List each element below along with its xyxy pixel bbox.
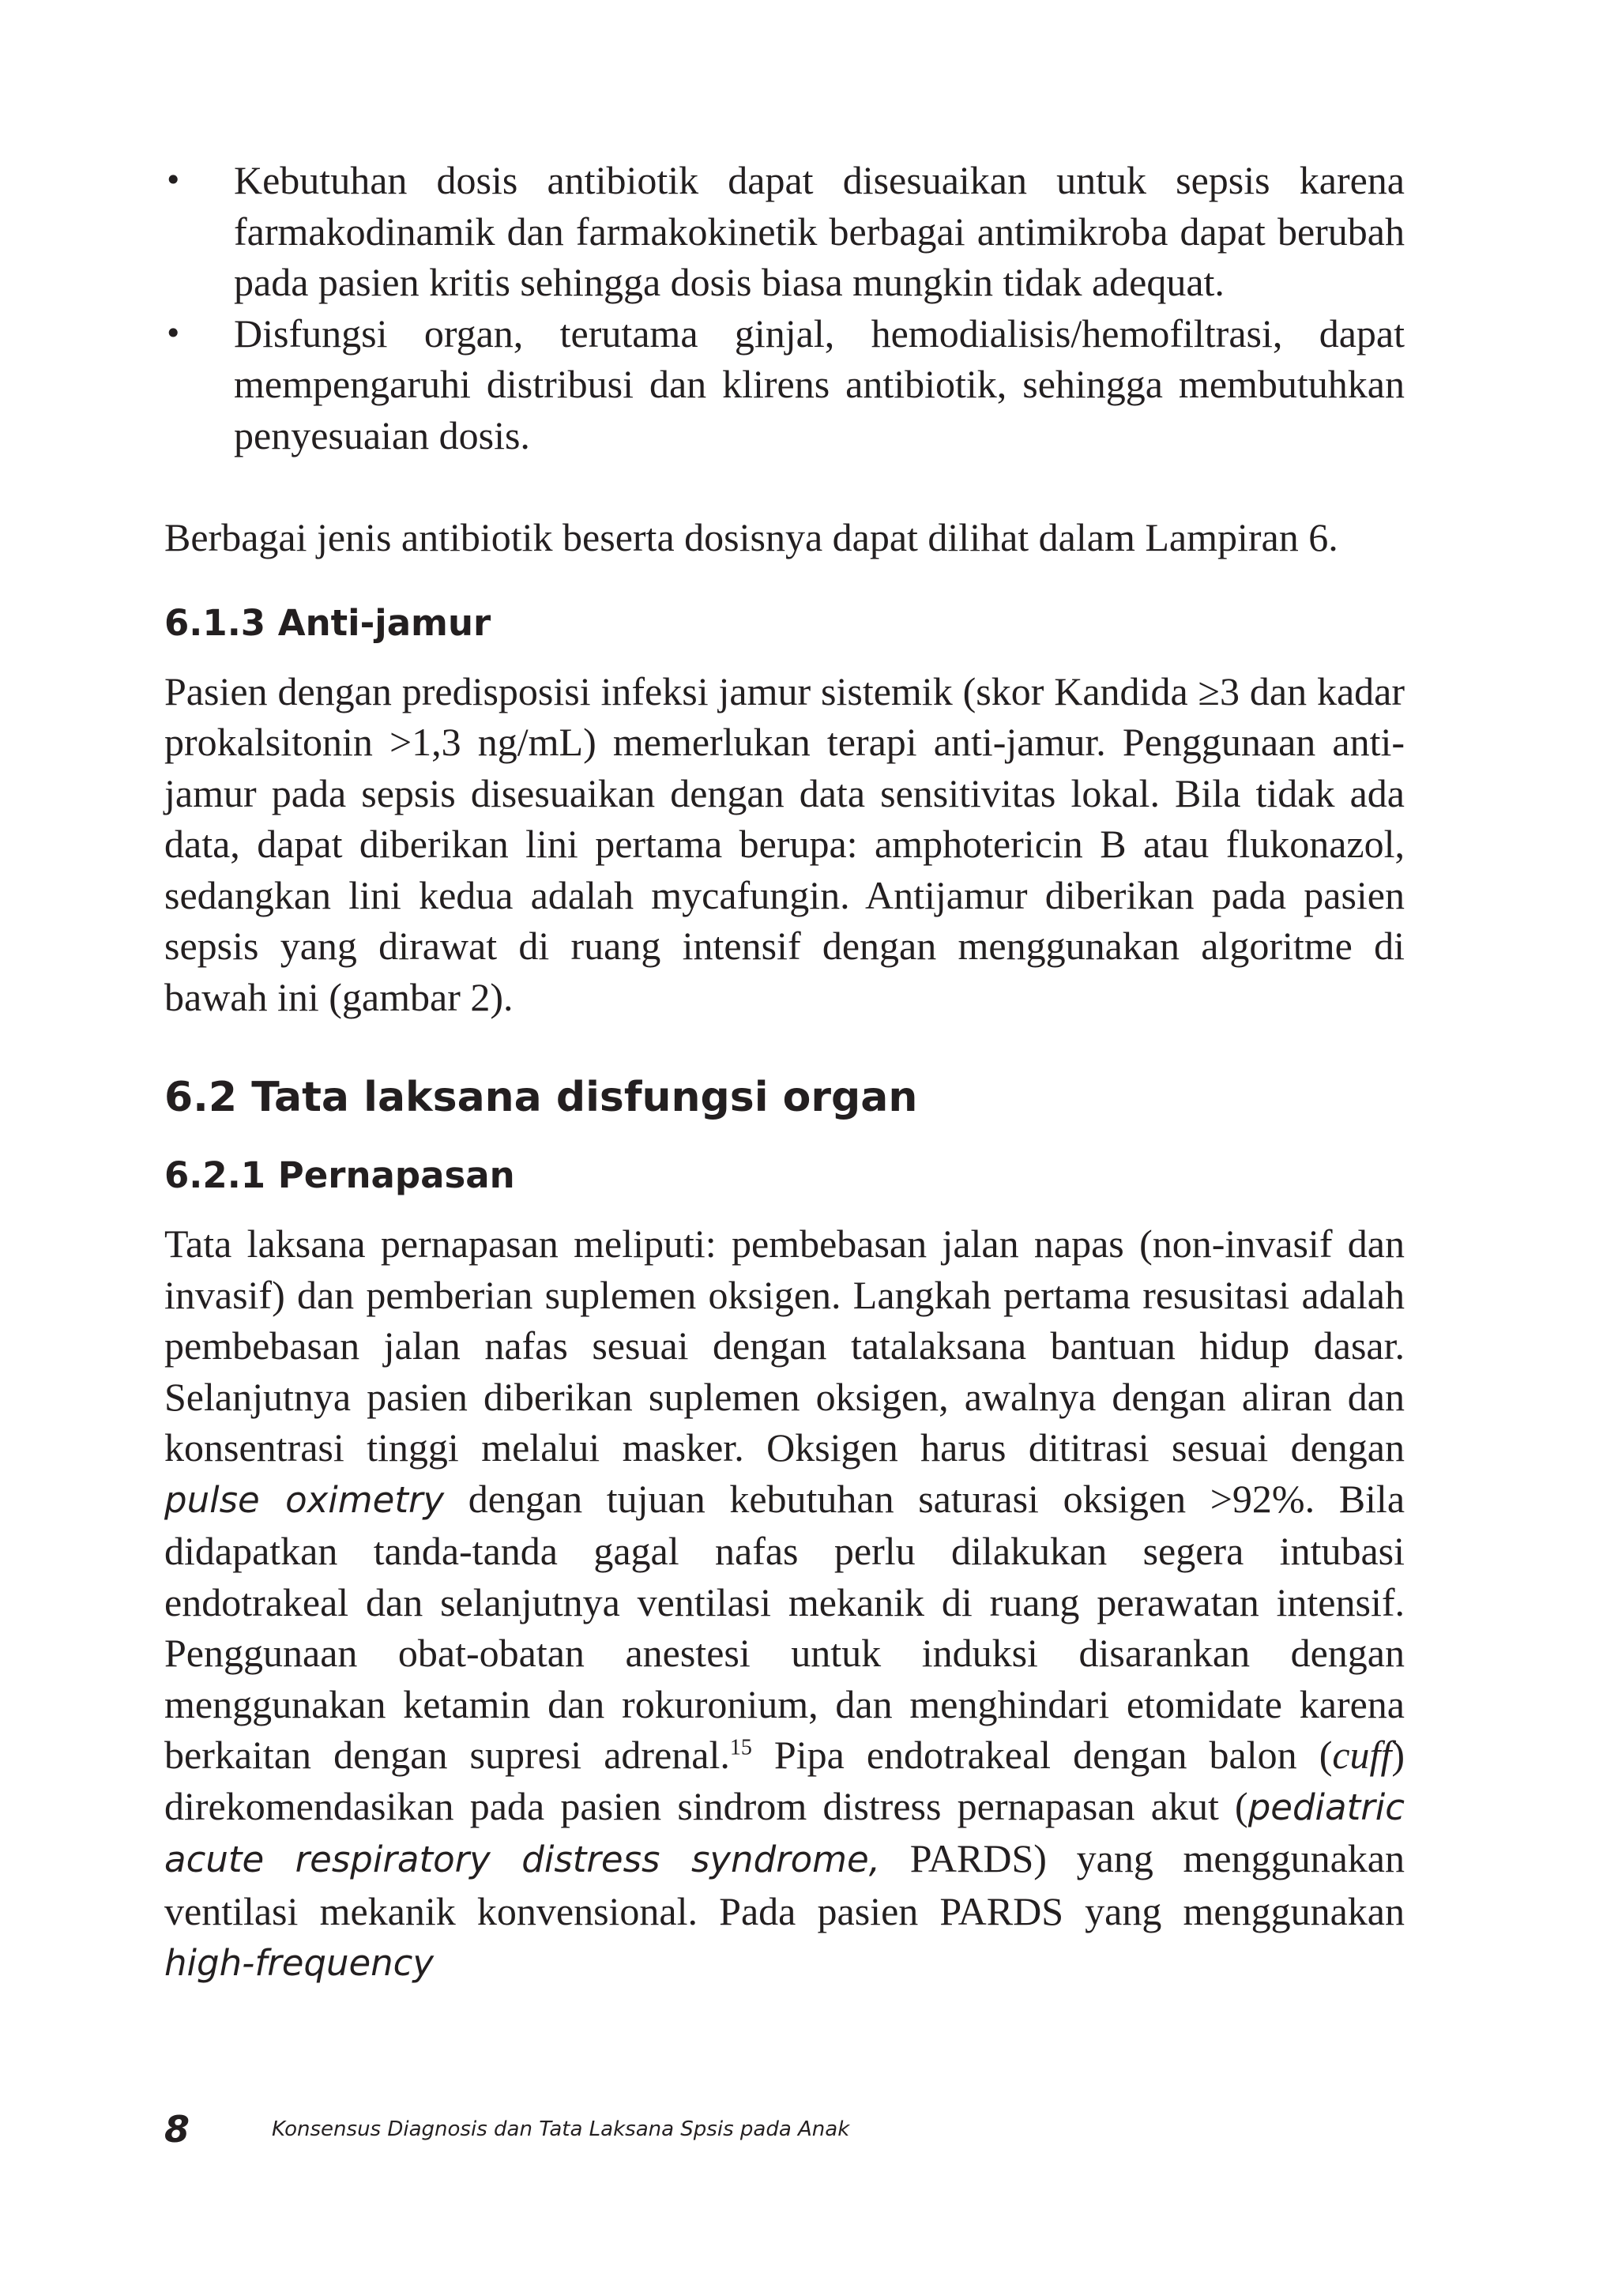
- running-title: Konsensus Diagnosis dan Tata Laksana Spsis pada Anak: [272, 2117, 850, 2141]
- section-heading-pernapasan: 6.2.1 Pernapasan: [164, 1154, 515, 1196]
- bullet-icon: •: [164, 315, 182, 351]
- bullet-text: Kebutuhan dosis antibiotik dapat disesuaikan untuk sepsis karena farmakodinamik dan farmakokinetik berbagai antimikroba dapat berubah pada pasien kritis sehingga dosis biasa mungkin tidak adequat.: [234, 158, 1405, 304]
- reference-superscript: 15: [729, 1735, 752, 1760]
- body-text: ) direkomendasikan pada pasien sindrom distress pernapasan akut (: [164, 1733, 1405, 1828]
- anti-jamur-paragraph: Pasien dengan predisposisi infeksi jamur sistemik (skor Kandida ≥3 dan kadar prokalsitonin >1,3 ng/mL) memerlukan terapi anti-jamur. Penggunaan anti-jamur pada sepsis disesuaikan dengan data sensitivitas lokal. Bila tidak ada data, dapat diberikan lini pertama berupa: amphotericin B atau flukonazol, sedangkan lini kedua adalah mycafungin. Antijamur diberikan pada pasien sepsis yang dirawat di ruang intensif dengan menggunakan algoritme di bawah ini (gambar 2).: [164, 668, 1405, 1019]
- italic-term: pediatric acute respiratory distress syndrome,: [164, 1786, 1405, 1880]
- page-footer: [164, 2106, 1405, 2153]
- italic-term: pulse oximetry: [164, 1478, 445, 1521]
- list-item: [164, 155, 1405, 308]
- bullet-text: Disfungsi organ, terutama ginjal, hemodialisis/hemofiltrasi, dapat mempengaruhi distribusi dan klirens antibiotik, sehingga membutuhkan penyesuaian dosis.: [234, 311, 1405, 457]
- page-number: 8: [164, 2108, 190, 2151]
- bullet-list: [164, 155, 1405, 461]
- body-text: dengan tujuan kebutuhan saturasi oksigen >92%. Bila didapatkan tanda-tanda gagal nafas perlu dilakukan segera intubasi endotrakeal dan selanjutnya ventilasi mekanik di ruang perawatan intensif. Penggunaan obat-obatan anestesi untuk induksi disarankan dengan menggunakan ketamin dan rokuronium, dan menghindari etomidate karena berkaitan dengan supresi adrenal.: [164, 1476, 1405, 1777]
- section-heading-anti-jamur: 6.1.3 Anti-jamur: [164, 601, 491, 644]
- italic-term: high-frequency: [164, 1942, 435, 1984]
- list-item: [164, 308, 1405, 461]
- body-text: PARDS) yang menggunakan ventilasi mekanik konvensional. Pada pasien PARDS yang menggunakan: [164, 1836, 1405, 1933]
- body-text: Tata laksana pernapasan meliputi: pembebasan jalan napas (non-invasif dan invasif) dan pemberian suplemen oksigen. Langkah pertama resusitasi adalah pembebasan jalan nafas sesuai dengan tatalaksana bantuan hidup dasar. Selanjutnya pasien diberikan suplemen oksigen, awalnya dengan aliran dan konsentrasi tinggi melalui masker. Oksigen harus dititrasi sesuai dengan: [164, 1221, 1405, 1470]
- page-content: [164, 155, 1405, 1989]
- bullet-icon: •: [164, 163, 182, 198]
- italic-term: cuff: [1332, 1733, 1392, 1777]
- body-text: Pipa endotrakeal dengan balon (: [773, 1733, 1333, 1777]
- lampiran-paragraph: Berbagai jenis antibiotik beserta dosisnya dapat dilihat dalam Lampiran 6.: [164, 515, 1338, 559]
- pernapasan-paragraph: [164, 1218, 1405, 1989]
- section-heading-tata-laksana: 6.2 Tata laksana disfungsi organ: [164, 1074, 918, 1121]
